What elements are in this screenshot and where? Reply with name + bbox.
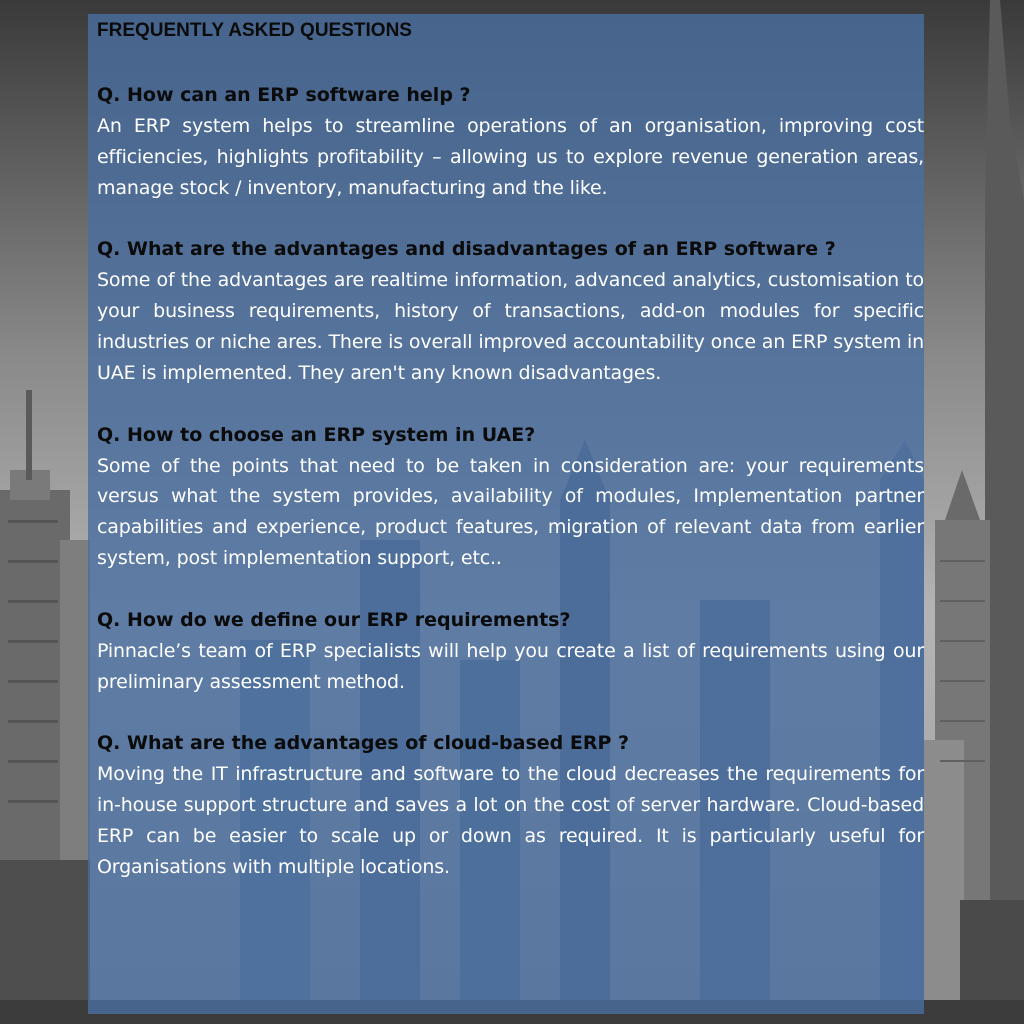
faq-item-2	[97, 234, 924, 388]
faq-answer: Moving the IT infrastructure and software to the cloud decreases the requirements for in-house support structure and saves a lot on the cost of server hardware. Cloud-based ERP can be easier to scale up or down as required. It is particularly useful for Organisations with multiple locations.	[97, 763, 924, 878]
faq-item-1	[97, 80, 924, 203]
faq-question: Q. How to choose an ERP system in UAE?	[97, 423, 536, 446]
faq-answer: Some of the points that need to be taken in consideration are: your requirements versus what the system provides, availability of modules, Implementation partner capabilities and experience, product features, migration of relevant data from earlier system, post implementation support, etc..	[97, 454, 924, 569]
faq-answer: An ERP system helps to streamline operations of an organisation, improving cost efficiencies, highlights profitability – allowing us to explore revenue generation areas, manage stock / inventory, manufacturing and the like.	[97, 115, 924, 199]
faq-answer: Some of the advantages are realtime information, advanced analytics, customisation to your business requirements, history of transactions, add-on modules for specific industries or niche ares. There is overall improved accountability once an ERP system in UAE is implemented. They aren't any known disadvantages.	[97, 269, 924, 384]
faq-question: Q. How do we define our ERP requirements?	[97, 608, 571, 631]
faq-item-5	[97, 728, 924, 882]
faq-question: Q. What are the advantages and disadvantages of an ERP software ?	[97, 238, 836, 261]
faq-question: Q. How can an ERP software help ?	[97, 84, 471, 106]
faq-item-3	[97, 420, 924, 574]
faq-question: Q. What are the advantages of cloud-based ERP ?	[97, 732, 630, 755]
faq-answer: Pinnacle’s team of ERP specialists will help you create a list of requirements using our preliminary assessment method.	[97, 639, 924, 693]
page-title: FREQUENTLY ASKED QUESTIONS	[97, 20, 412, 41]
faq-item-4	[97, 605, 924, 698]
faq-content	[97, 18, 924, 883]
